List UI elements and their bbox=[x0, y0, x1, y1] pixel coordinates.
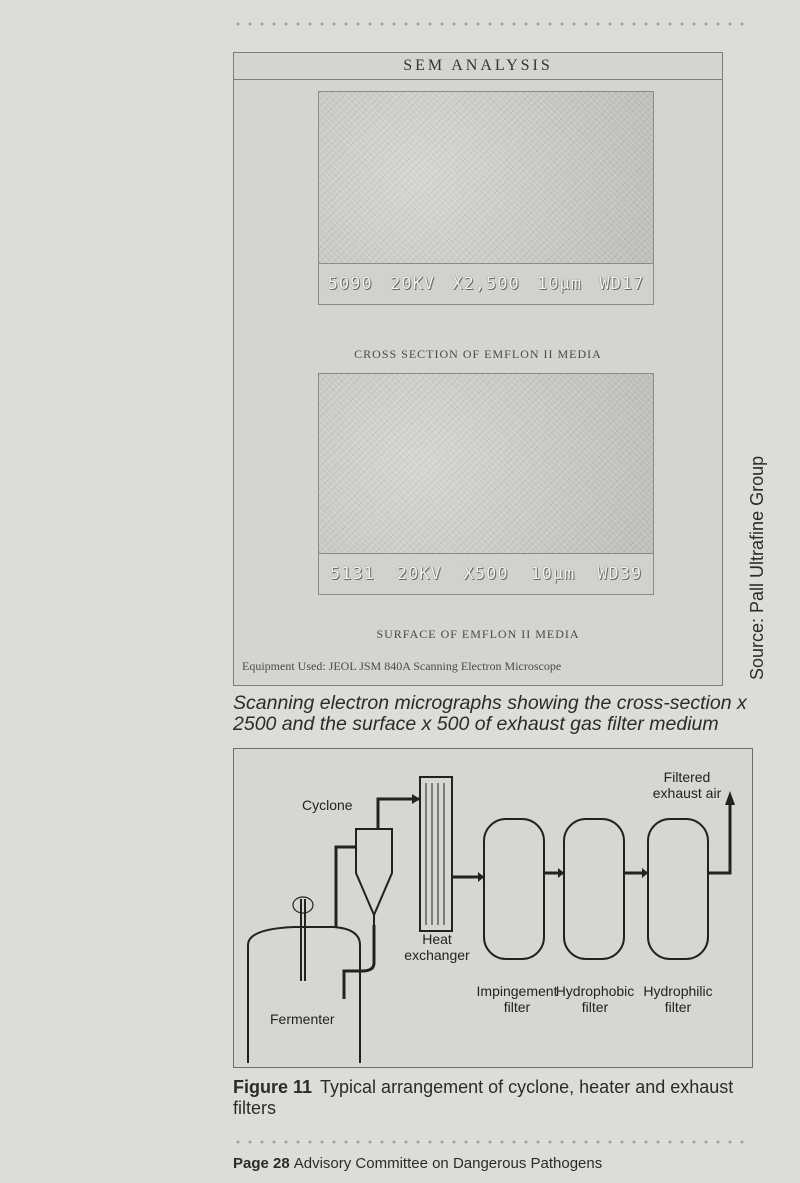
micrograph-wd: WD17 bbox=[599, 274, 645, 294]
cross-section-micrograph bbox=[318, 91, 654, 305]
micrograph-info-bar bbox=[319, 263, 653, 304]
impingement-filter-label: Impingement filter bbox=[476, 983, 558, 1015]
filtered-air-label: Filtered exhaust air bbox=[652, 769, 722, 801]
heat-exchanger bbox=[420, 777, 452, 931]
sem-analysis-panel bbox=[233, 52, 723, 686]
fermenter-label: Fermenter bbox=[270, 1011, 335, 1027]
impingement-filter bbox=[484, 819, 544, 959]
page-footer bbox=[233, 1155, 753, 1172]
micrograph-wd: WD39 bbox=[597, 564, 643, 584]
micrograph-caption: Scanning electron micrographs showing the cross-section x 2500 and the surface x 500 of exhaust gas filter medium bbox=[233, 692, 747, 735]
cyclone-label: Cyclone bbox=[302, 797, 353, 813]
page-number: Page 28 bbox=[233, 1155, 290, 1172]
micrograph-id: 5090 bbox=[327, 274, 373, 294]
source-text: Source: Pall Ultrafine Group bbox=[747, 455, 767, 680]
figure-number: Figure 11 bbox=[233, 1077, 313, 1097]
micrograph-id: 5131 bbox=[329, 564, 375, 584]
hydrophobic-filter-label: Hydrophobic filter bbox=[555, 983, 635, 1015]
pipe-fermenter-to-cyclone bbox=[336, 847, 356, 927]
pipe-outlet bbox=[708, 801, 730, 873]
bottom-dotted-rule bbox=[232, 1140, 752, 1144]
sem-title: SEM ANALYSIS bbox=[234, 53, 722, 80]
hydrophilic-filter bbox=[648, 819, 708, 959]
hydrophilic-filter-label: Hydrophilic filter bbox=[643, 983, 713, 1015]
hydrophobic-filter bbox=[564, 819, 624, 959]
cross-section-caption: CROSS SECTION OF EMFLON II MEDIA bbox=[354, 347, 602, 361]
flow-arrow bbox=[412, 794, 420, 804]
micrograph-info-bar bbox=[319, 553, 653, 594]
surface-micrograph bbox=[318, 373, 654, 595]
filter-arrangement-diagram bbox=[233, 748, 753, 1068]
micrograph-voltage: 20KV bbox=[396, 564, 442, 584]
figure-caption bbox=[233, 1077, 773, 1119]
equipment-note: Equipment Used: JEOL JSM 840A Scanning Electron Microscope bbox=[242, 659, 562, 673]
micrograph-scale: 10µm bbox=[537, 274, 582, 294]
micrograph-voltage: 20KV bbox=[389, 274, 435, 294]
figure-caption-text: Typical arrangement of cyclone, heater and exhaust filters bbox=[233, 1077, 734, 1118]
micrograph-magnification: X2,500 bbox=[452, 274, 520, 294]
surface-caption: SURFACE OF EMFLON II MEDIA bbox=[376, 627, 580, 641]
publisher-name: Advisory Committee on Dangerous Pathogens bbox=[293, 1155, 603, 1172]
cyclone-body bbox=[356, 829, 392, 915]
micrograph-scale: 10µm bbox=[530, 564, 576, 584]
heat-exchanger-label: Heat exchanger bbox=[404, 931, 470, 963]
stirrer-motor bbox=[293, 897, 313, 913]
pipe-cyclone-to-exchanger bbox=[378, 799, 420, 829]
top-dotted-rule bbox=[232, 22, 752, 26]
micrograph-magnification: X500 bbox=[463, 564, 509, 584]
